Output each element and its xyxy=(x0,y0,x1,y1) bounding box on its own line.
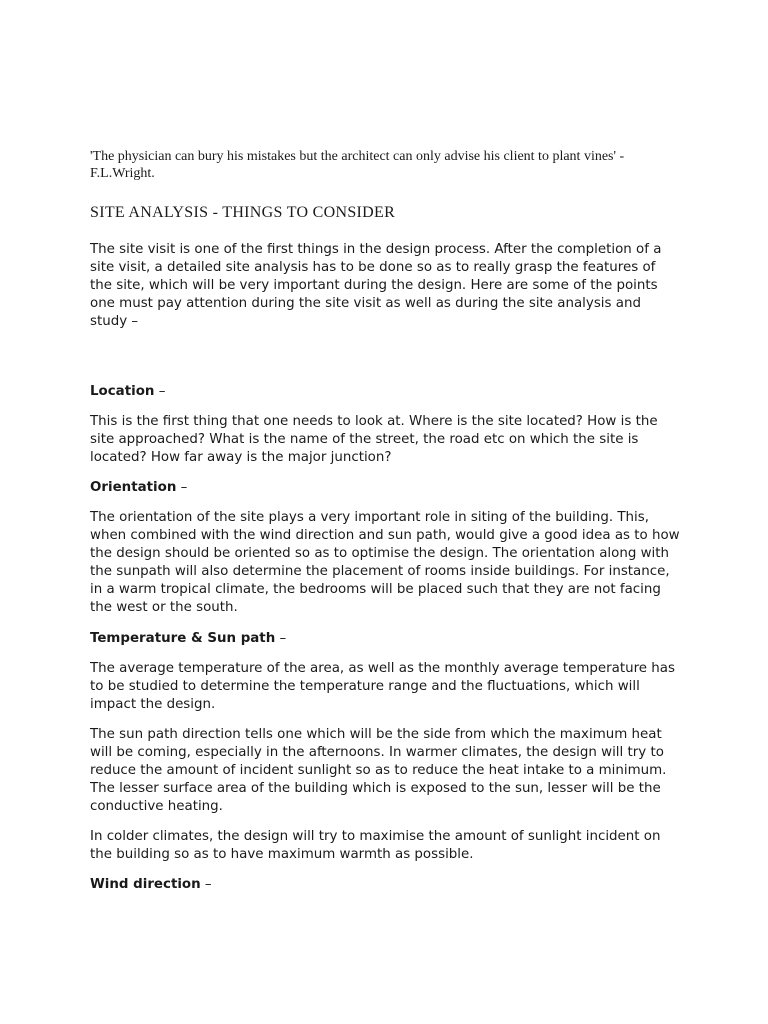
heading-wind-text: Wind direction xyxy=(90,877,201,892)
heading-location xyxy=(90,383,680,401)
epigraph-quote: 'The physician can bury his mistakes but the architect can only advise his client to plant vines' - F.L.Wright. xyxy=(90,149,625,181)
orientation-paragraph: The orientation of the site plays a very important role in siting of the building. This, when combined with the wind direction and sun path, would give a good idea as to how the design should be oriented so as to optimise the design. The orientation along with the sunpath will also determine the placement of rooms inside buildings. For instance, in a warm tropical climate, the bedrooms will be placed such that they are not facing the west or the south. xyxy=(90,510,680,615)
sunpath-paragraph: The sun path direction tells one which will be the side from which the maximum heat will be coming, especially in the afternoons. In warmer climates, the design will try to reduce the amount of incident sunlight so as to reduce the heat intake to a minimum. The lesser surface area of the building which is exposed to the sun, lesser will be the conductive heating. xyxy=(90,727,667,814)
heading-wind xyxy=(90,876,680,894)
heading-wind-dash: – xyxy=(200,877,212,892)
document-title: SITE ANALYSIS - THINGS TO CONSIDER xyxy=(90,204,396,221)
heading-orientation xyxy=(90,479,680,497)
intro-paragraph: The site visit is one of the first things in the design process. After the completion of a site visit, a detailed site analysis has to be done so as to really grasp the features of the site, which will be very important during the design. Here are some of the points one must pay attention during the site visit as well as during the site analysis and study – xyxy=(90,242,662,329)
heading-location-dash: – xyxy=(154,384,166,399)
heading-orientation-text: Orientation xyxy=(90,480,177,495)
location-paragraph: This is the first thing that one needs to look at. Where is the site located? How is the site approached? What is the name of the street, the road etc on which the site is located? How far away is the major junction? xyxy=(90,414,658,465)
heading-temperature-dash: – xyxy=(275,631,287,646)
temperature-paragraph: The average temperature of the area, as well as the monthly average temperature has to be studied to determine the temperature range and the fluctuations, which will impact the design. xyxy=(90,661,675,712)
heading-location-text: Location xyxy=(90,384,155,399)
cold-climate-paragraph: In colder climates, the design will try to maximise the amount of sunlight incident on the building so as to have maximum warmth as possible. xyxy=(90,829,661,862)
heading-temperature-text: Temperature & Sun path xyxy=(90,631,276,646)
heading-temperature xyxy=(90,630,680,648)
document-page xyxy=(90,148,680,894)
heading-orientation-dash: – xyxy=(176,480,188,495)
